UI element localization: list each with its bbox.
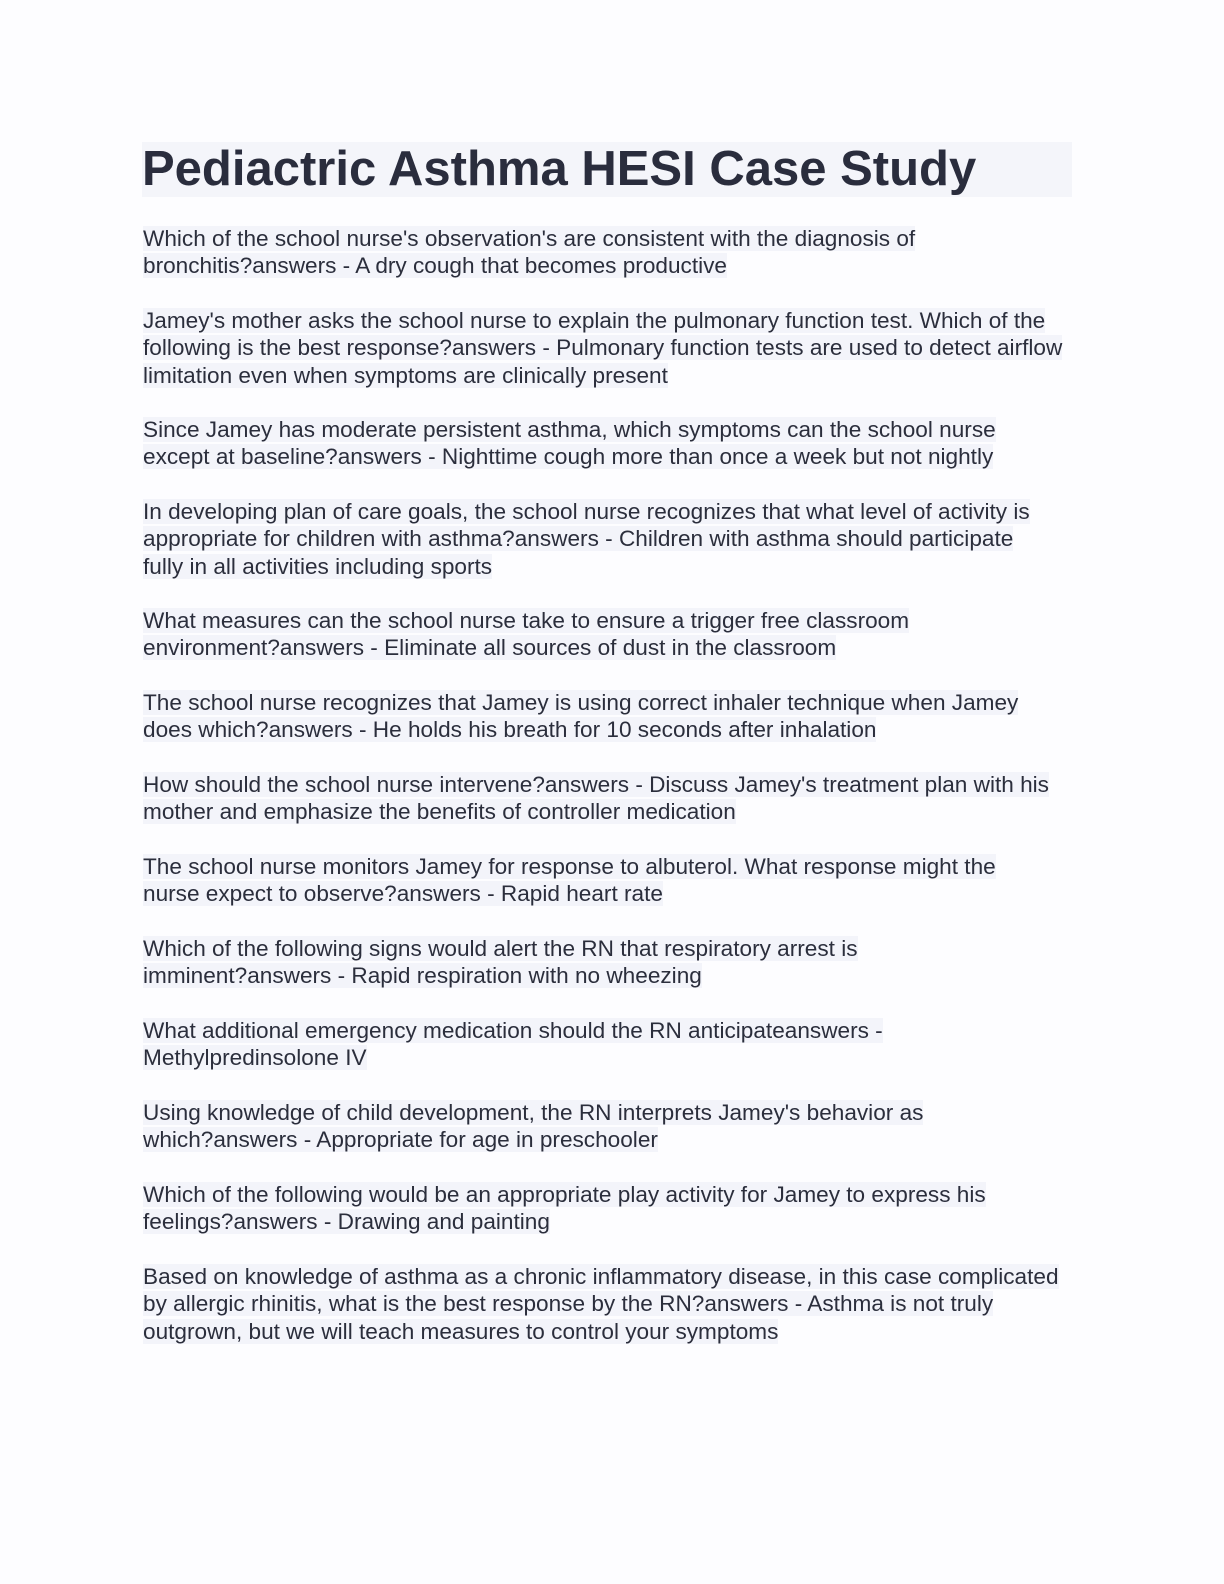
qa-item-10	[143, 1017, 933, 1072]
qa-item-text: Which of the following would be an appropriate play activity for Jamey to express his feelings?answers - Drawing and painting	[143, 1182, 986, 1235]
qa-item-13	[143, 1263, 1068, 1345]
qa-item-text: The school nurse recognizes that Jamey is using correct inhaler technique when Jamey does which?answers - He holds his breath for 10 seconds after inhalation	[143, 690, 1019, 743]
qa-item-2	[143, 307, 1063, 389]
qa-item-text: In developing plan of care goals, the school nurse recognizes that what level of activity is appropriate for children with asthma?answers - Children with asthma should participate fully in all activities including sports	[143, 499, 1030, 579]
qa-item-text: Based on knowledge of asthma as a chronic inflammatory disease, in this case complicated by allergic rhinitis, what is the best response by the RN?answers - Asthma is not truly outgrown, but we will teach measures to control your symptoms	[143, 1264, 1059, 1344]
qa-item-11	[143, 1099, 973, 1154]
qa-item-9	[143, 935, 913, 990]
qa-item-text: Jamey's mother asks the school nurse to explain the pulmonary function test. Which of the following is the best response?answers - Pulmonary function tests are used to detect airflow limitation even when symptoms are clinically present	[143, 308, 1063, 388]
qa-item-7	[143, 771, 1068, 826]
qa-item-text: Which of the school nurse's observation's are consistent with the diagnosis of bronchitis?answers - A dry cough that becomes productive	[143, 226, 916, 279]
qa-item-text: What measures can the school nurse take to ensure a trigger free classroom environment?answers - Eliminate all sources of dust in the classroom	[143, 608, 910, 661]
qa-item-6	[143, 689, 1073, 744]
qa-item-12	[143, 1181, 1038, 1236]
qa-item-text: Which of the following signs would alert the RN that respiratory arrest is imminent?answers - Rapid respiration with no wheezing	[143, 936, 858, 989]
qa-item-text: Using knowledge of child development, the RN interprets Jamey's behavior as which?answers - Appropriate for age in preschooler	[143, 1100, 924, 1153]
page-title: Pediactric Asthma HESI Case Study	[142, 142, 977, 196]
qa-item-3	[143, 416, 1053, 471]
qa-item-text: What additional emergency medication should the RN anticipateanswers - Methylpredinsolone IV	[143, 1018, 883, 1071]
qa-item-text: How should the school nurse intervene?answers - Discuss Jamey's treatment plan with his mother and emphasize the benefits of controller medication	[143, 772, 1049, 825]
qa-item-1	[143, 225, 963, 280]
qa-item-5	[143, 607, 953, 662]
qa-item-text: The school nurse monitors Jamey for response to albuterol. What response might the nurse expect to observe?answers - Rapid heart rate	[143, 854, 996, 907]
qa-item-text: Since Jamey has moderate persistent asthma, which symptoms can the school nurse except at baseline?answers - Nighttime cough more than once a week but not nightly	[143, 417, 996, 470]
qa-item-8	[143, 853, 1048, 908]
qa-item-4	[143, 498, 1058, 580]
